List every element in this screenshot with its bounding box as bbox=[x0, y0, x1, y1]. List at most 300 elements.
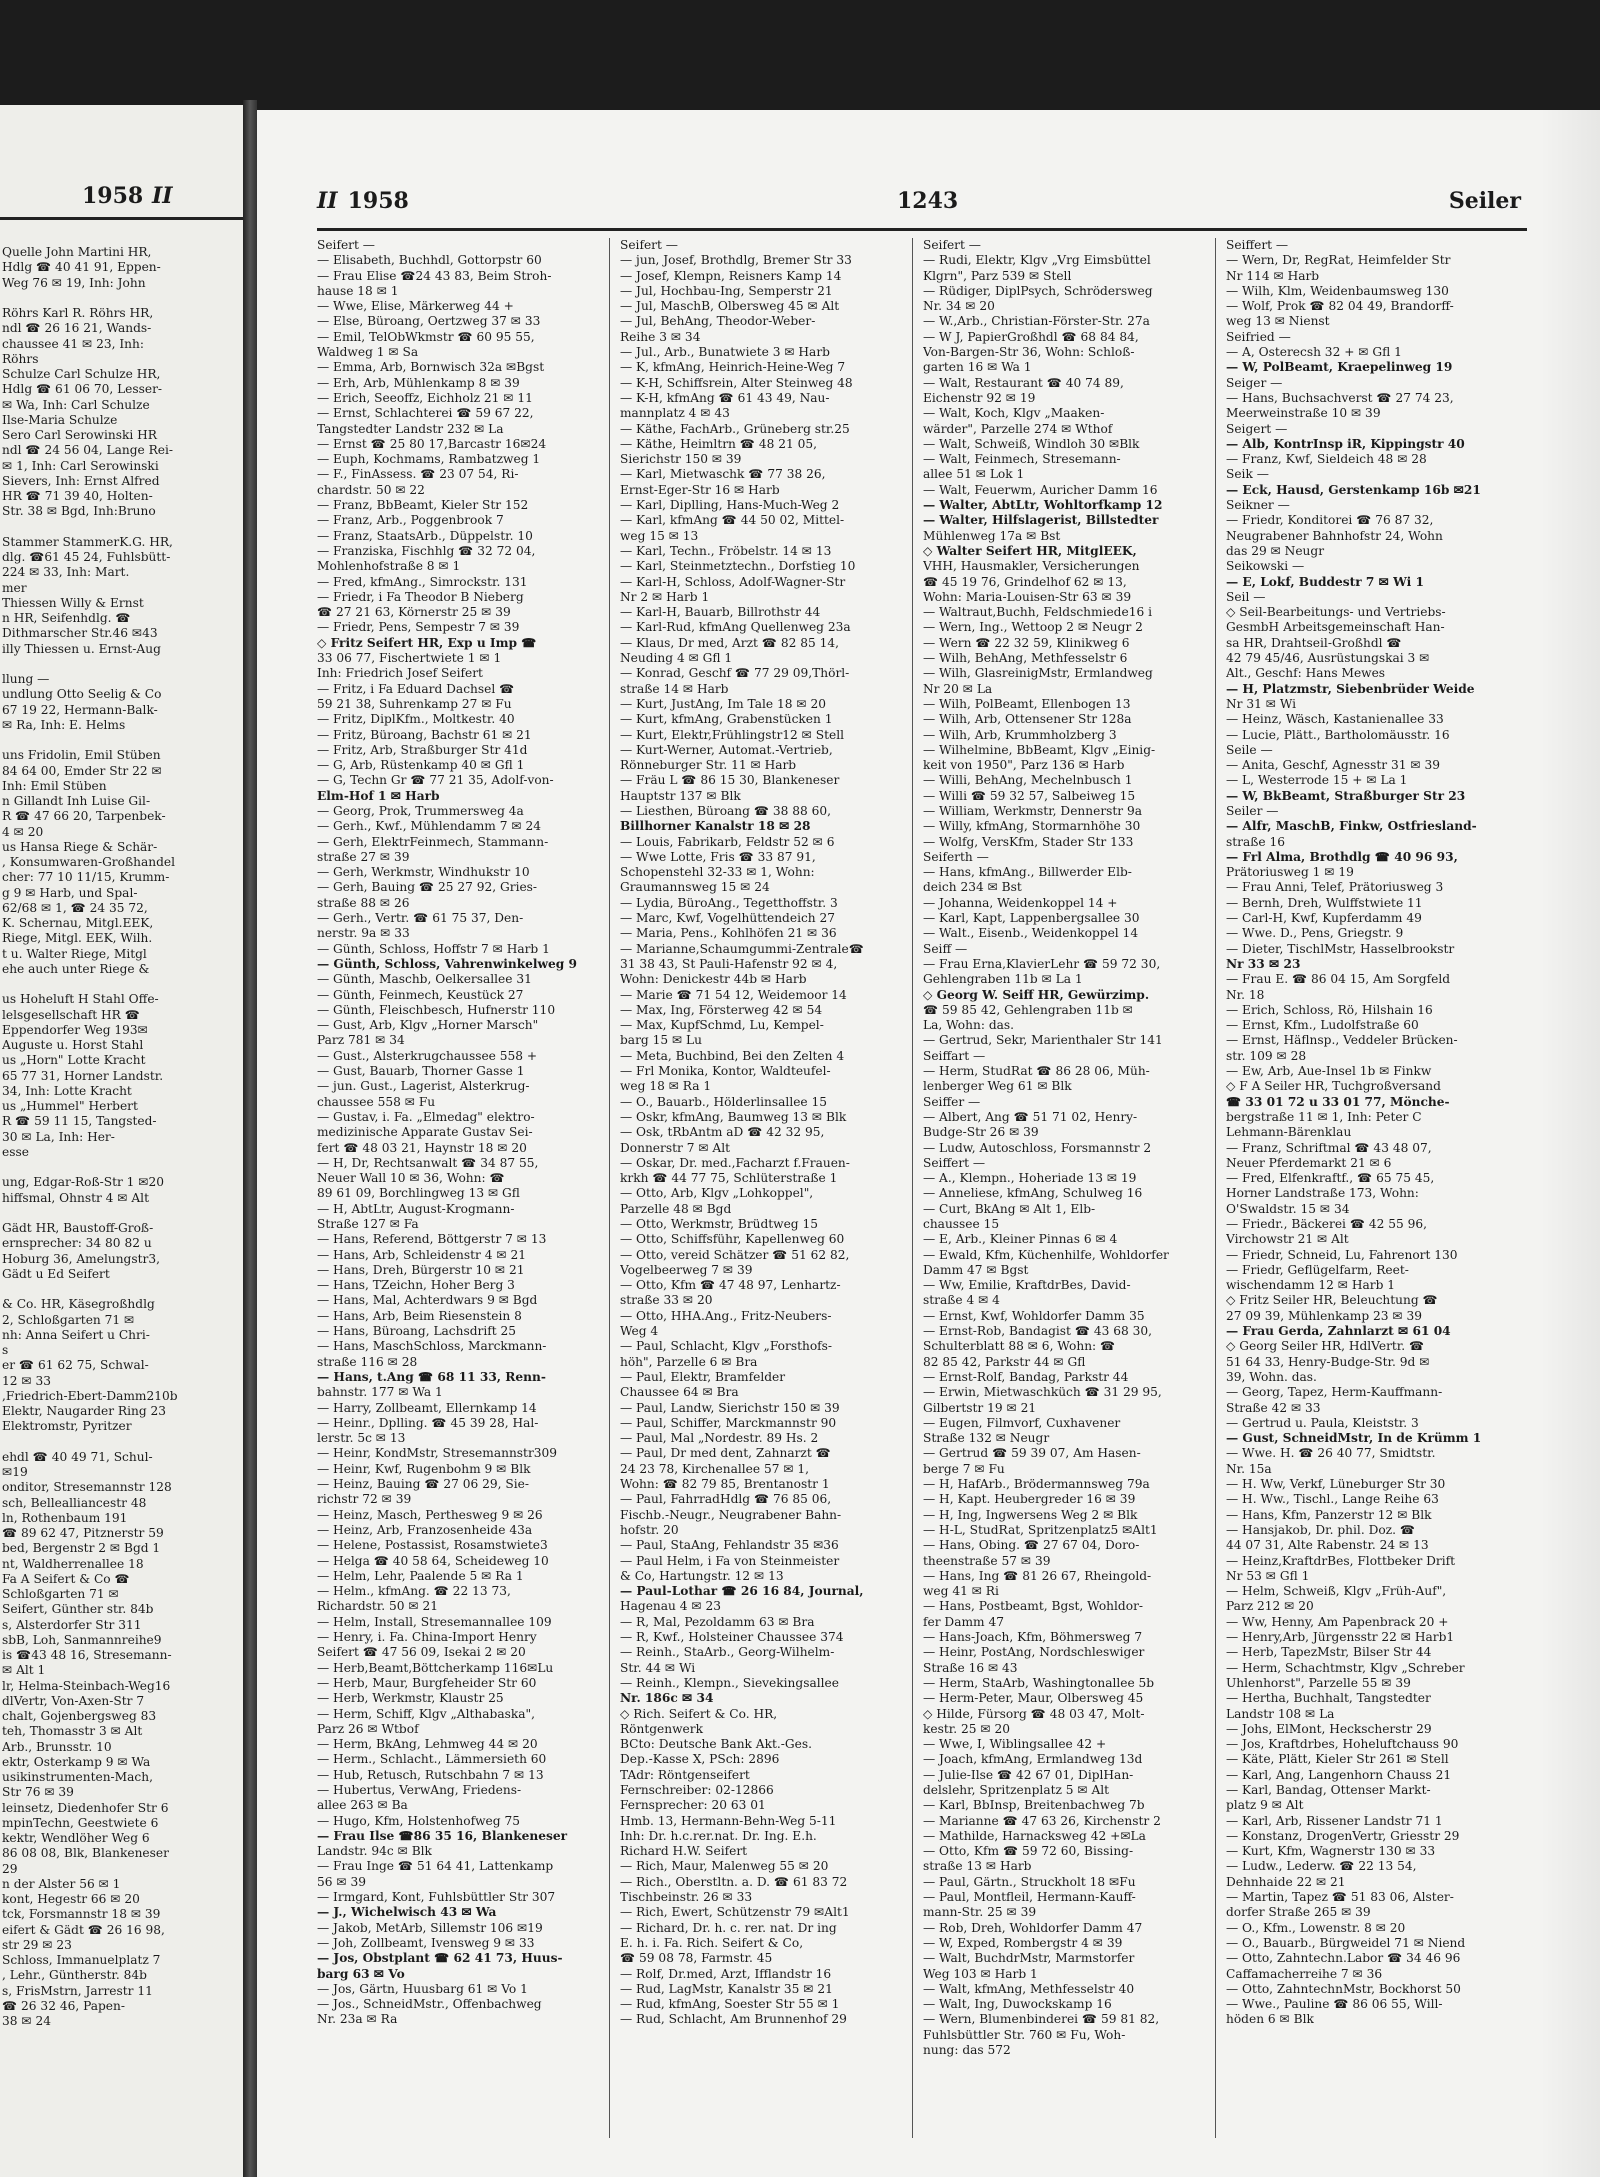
directory-entry-line: — Karl, Techn., Fröbelstr. 14 ✉ 13 bbox=[620, 543, 832, 558]
directory-entry-line: — Wilhelmine, BbBeamt, Klgv „Einig- bbox=[923, 742, 1156, 757]
directory-entry-line: 27 09 39, Mühlenkamp 23 ✉ 39 bbox=[1226, 1308, 1423, 1323]
left-page-entry-line: ernsprecher: 34 80 82 u bbox=[2, 1236, 152, 1251]
directory-entry-line: — Gertrud ☎ 59 39 07, Am Hasen- bbox=[923, 1446, 1141, 1461]
directory-entry-line: — Karl-H, Bauarb, Billrothstr 44 bbox=[620, 605, 821, 620]
directory-entry-line: VHH, Hausmakler, Versicherungen bbox=[923, 559, 1140, 574]
directory-column-3 bbox=[923, 238, 1203, 2158]
directory-entry-line: — Konstanz, DrogenVertr, Griesstr 29 bbox=[1226, 1828, 1460, 1843]
directory-entry-line: — O., Bauarb., Bürgweidel 71 ✉ Niend bbox=[1226, 1935, 1466, 1950]
directory-entry-line: Von-Bargen-Str 36, Wohn: Schloß- bbox=[923, 345, 1135, 360]
directory-entry-line: — Günth, Schloss, Hoffstr 7 ✉ Harb 1 bbox=[317, 941, 550, 956]
directory-entry-line: — Wilh, Arb, Ottensener Str 128a bbox=[923, 712, 1132, 727]
directory-entry-line: — Liesthen, Büroang ☎ 38 88 60, bbox=[620, 803, 832, 818]
left-page-entry-line: undlung Otto Seelig & Co bbox=[2, 687, 162, 702]
directory-entry-line: — Joach, kfmAng, Ermlandweg 13d bbox=[923, 1752, 1143, 1767]
directory-entry-line: — Karl, Ang, Langenhorn Chauss 21 bbox=[1226, 1767, 1452, 1782]
directory-entry-line: deich 234 ✉ Bst bbox=[923, 880, 1022, 895]
directory-entry-line: — Hans, Arb, Beim Riesenstein 8 bbox=[317, 1308, 522, 1323]
left-page-entry-line: Schloßgarten 71 ✉ bbox=[2, 1587, 119, 1601]
directory-entry-line: — Ew, Arb, Aue-Insel 1b ✉ Finkw bbox=[1226, 1064, 1432, 1079]
directory-entry-line: Donnerstr 7 ✉ Alt bbox=[620, 1140, 731, 1155]
directory-entry-line: — Julie-Ilse ☎ 42 67 01, DiplHan- bbox=[923, 1767, 1134, 1782]
left-page-entry-line: us „Hummel" Herbert bbox=[2, 1099, 138, 1113]
directory-entry-line: Fernsprecher: 20 63 01 bbox=[620, 1798, 766, 1813]
directory-entry-line: Straße 42 ✉ 33 bbox=[1226, 1400, 1321, 1415]
directory-entry-line: — Jos, Obstplant ☎ 62 41 73, Huus- bbox=[317, 1951, 563, 1966]
directory-entry-line: Straße 16 ✉ 43 bbox=[923, 1660, 1018, 1675]
directory-entry-line: Hauptstr 137 ✉ Blk bbox=[620, 788, 741, 803]
directory-entry-line: — Alb, KontrInsp iR, Kippingstr 40 bbox=[1226, 436, 1465, 451]
directory-entry-line: Nr 31 ✉ Wi bbox=[1226, 696, 1297, 711]
directory-entry-line: Nr 20 ✉ La bbox=[923, 681, 993, 696]
directory-entry-line: — Günth, Schloss, Vahrenwinkelweg 9 bbox=[317, 956, 578, 971]
directory-entry-line: — Gust, SchneidMstr, In de Krümm 1 bbox=[1226, 1431, 1482, 1446]
directory-entry-line: bahnstr. 177 ✉ Wa 1 bbox=[317, 1385, 443, 1400]
directory-entry-line: — W, Exped, Rombergstr 4 ✉ 39 bbox=[923, 1935, 1123, 1950]
left-page-entry-line: 38 ✉ 24 bbox=[2, 2014, 51, 2028]
left-page-entry-line: nh: Anna Seifert u Chri- bbox=[2, 1327, 150, 1342]
directory-entry-line: — Hans, Buchsachverst ☎ 27 74 23, bbox=[1226, 390, 1454, 405]
directory-entry-line: — Emil, TelObWkmstr ☎ 60 95 55, bbox=[317, 329, 535, 344]
directory-entry-line: — Walt, BuchdrMstr, Marmstorfer bbox=[923, 1951, 1135, 1966]
left-page-entry-line: ,Friedrich-Ebert-Damm210b bbox=[2, 1388, 178, 1403]
left-page-entry-line: R ☎ 47 66 20, Tarpenbek- bbox=[2, 809, 166, 824]
left-page-entry-line: , Lehr., Güntherstr. 84b bbox=[2, 1968, 147, 1983]
directory-entry-line: — Helm, Install, Stresemannallee 109 bbox=[317, 1614, 552, 1629]
left-page-entry-line: tck, Forsmannstr 18 ✉ 39 bbox=[2, 1907, 161, 1922]
directory-entry-line: Uhlenhorst", Parzelle 55 ✉ 39 bbox=[1226, 1675, 1411, 1690]
directory-entry-line: Seil — bbox=[1226, 589, 1266, 604]
directory-entry-line: allee 263 ✉ Ba bbox=[317, 1798, 408, 1813]
directory-entry-line: — Jos., SchneidMstr., Offenbachweg bbox=[317, 1997, 542, 2012]
directory-entry-line: — H. Ww., Tischl., Lange Reihe 63 bbox=[1226, 1492, 1439, 1507]
directory-entry-line: — Meta, Buchbind, Bei den Zelten 4 bbox=[620, 1048, 845, 1063]
directory-entry-line: — Fred, kfmAng., Simrockstr. 131 bbox=[317, 574, 528, 589]
directory-entry-line: höh", Parzelle 6 ✉ Bra bbox=[620, 1354, 758, 1369]
directory-entry-line: — Albert, Ang ☎ 51 71 02, Henry- bbox=[923, 1109, 1138, 1124]
directory-entry-line: — Gertrud, Sekr, Marienthaler Str 141 bbox=[923, 1033, 1163, 1048]
directory-entry-line: — Paul, Dr med dent, Zahnarzt ☎ bbox=[620, 1446, 831, 1461]
left-page-entry-line: mer bbox=[2, 580, 27, 595]
directory-entry-line: — Hugo, Kfm, Holstenhofweg 75 bbox=[317, 1813, 520, 1828]
directory-entry-line: — Frl Monika, Kontor, Waldteufel- bbox=[620, 1064, 831, 1079]
directory-entry-line: ☎ 33 01 72 u 33 01 77, Mönche- bbox=[1226, 1094, 1450, 1109]
directory-entry-line: — Fritz, Büroang, Bachstr 61 ✉ 21 bbox=[317, 727, 532, 742]
directory-entry-line: — Karl, Bandag, Ottenser Markt- bbox=[1226, 1782, 1431, 1797]
directory-entry-line: BCto: Deutsche Bank Akt.-Ges. bbox=[620, 1737, 812, 1752]
directory-entry-line: Caffamacherreihe 7 ✉ 36 bbox=[1226, 1966, 1383, 1981]
left-page-entry-line: Sero Carl Serowinski HR bbox=[2, 428, 157, 442]
header-year: 1958 bbox=[347, 188, 409, 214]
directory-entry-line: hause 18 ✉ 1 bbox=[317, 283, 399, 298]
directory-entry-line: chaussee 558 ✉ Fu bbox=[317, 1094, 436, 1109]
directory-entry-line: — Willi, BehAng, Mechelnbusch 1 bbox=[923, 773, 1133, 788]
directory-entry-line: — Gustav, i. Fa. „Elmedag" elektro- bbox=[317, 1109, 535, 1124]
left-page-entry-line: Gädt u Ed Seifert bbox=[2, 1266, 110, 1281]
left-page-entry-line: Stammer StammerK.G. HR, bbox=[2, 534, 173, 549]
directory-entry-line: — Reinh., StaArb., Georg-Wilhelm- bbox=[620, 1645, 835, 1660]
left-page-entry-line: chaussee 41 ✉ 23, Inh: bbox=[2, 336, 144, 351]
directory-entry-line: Straße 127 ✉ Fa bbox=[317, 1217, 419, 1231]
directory-entry-line: — Elisabeth, Buchhdl, Gottorpstr 60 bbox=[317, 253, 542, 268]
left-page-entry-line: 2, Schloßgarten 71 ✉ bbox=[2, 1312, 135, 1327]
left-page-entry-line: chalt, Gojenbergsweg 83 bbox=[2, 1709, 157, 1723]
left-page-entry-line: s bbox=[2, 1343, 9, 1357]
directory-entry-line: — Friedr, Geflügelfarm, Reet- bbox=[1226, 1262, 1409, 1277]
left-page-entry-line bbox=[2, 733, 238, 748]
directory-entry-line: — Heinr, PostAng, Nordschleswiger bbox=[923, 1645, 1145, 1660]
directory-entry-line: 31 38 43, St Pauli-Hafenstr 92 ✉ 4, bbox=[620, 956, 838, 971]
left-page-entry-line: n der Alster 56 ✉ 1 bbox=[2, 1876, 121, 1891]
left-page-entry-line: usikinstrumenten-Mach, bbox=[2, 1770, 153, 1784]
directory-entry-line: — Rudi, Elektr, Klgv „Vrg Eimsbüttel bbox=[923, 253, 1151, 268]
directory-entry-line: — Richard, Dr. h. c. rer. nat. Dr ing bbox=[620, 1920, 837, 1935]
directory-entry-line: Fernschreiber: 02-12866 bbox=[620, 1782, 774, 1797]
directory-entry-line: — H, HafArb., Brödermannsweg 79a bbox=[923, 1477, 1150, 1492]
left-page-entry-line bbox=[2, 977, 238, 992]
directory-entry-line: Budge-Str 26 ✉ 39 bbox=[923, 1125, 1039, 1140]
directory-entry-line: — H, Ing, Ingwersens Weg 2 ✉ Blk bbox=[923, 1507, 1138, 1522]
directory-entry-line: — Hans, TZeichn, Hoher Berg 3 bbox=[317, 1278, 515, 1293]
directory-entry-line: — Karl, Steinmetztechn., Dorfstieg 10 bbox=[620, 559, 856, 574]
left-page-entry-line: Fa A Seifert & Co ☎ bbox=[2, 1571, 130, 1586]
directory-entry-line: Schulterblatt 88 ✉ 6, Wohn: ☎ bbox=[923, 1339, 1116, 1354]
left-page-header bbox=[0, 175, 243, 220]
directory-entry-line: — Irmgard, Kont, Fuhlsbüttler Str 307 bbox=[317, 1890, 556, 1905]
directory-entry-line: ◇ Georg W. Seiff HR, Gewürzimp. bbox=[923, 987, 1150, 1002]
left-page-entry-line: Röhrs bbox=[2, 351, 39, 366]
directory-entry-line: — Karl, BbInsp, Breitenbachweg 7b bbox=[923, 1798, 1145, 1813]
directory-entry-line: barg 15 ✉ Lu bbox=[620, 1033, 702, 1048]
directory-entry-line: — W, PolBeamt, Kraepelinweg 19 bbox=[1226, 360, 1453, 375]
directory-entry-line: — Willy, kfmAng, Stormarnhöhe 30 bbox=[923, 819, 1141, 834]
directory-entry-line: lenberger Weg 61 ✉ Blk bbox=[923, 1079, 1072, 1094]
directory-entry-line: Horner Landstraße 173, Wohn: bbox=[1226, 1186, 1419, 1201]
left-page-entry-line: Ilse-Maria Schulze bbox=[2, 412, 118, 427]
directory-entry-line: — Herb, Werkmstr, Klaustr 25 bbox=[317, 1691, 504, 1706]
directory-entry-line: Tischbeinstr. 26 ✉ 33 bbox=[620, 1890, 753, 1905]
directory-entry-line: — Walt, Restaurant ☎ 40 74 89, bbox=[923, 375, 1124, 390]
directory-entry-line: chardstr. 50 ✉ 22 bbox=[317, 482, 425, 497]
directory-entry-line: — Max, KupfSchmd, Lu, Kempel- bbox=[620, 1018, 824, 1033]
directory-entry-line: — Otto, Kfm ☎ 59 72 60, Bissing- bbox=[923, 1844, 1134, 1859]
directory-entry-line: — Fritz, Arb, Straßburger Str 41d bbox=[317, 742, 528, 757]
directory-entry-line: — Frau E. ☎ 86 04 15, Am Sorgfeld bbox=[1226, 972, 1451, 987]
directory-entry-line: — Maria, Pens., Kohlhöfen 21 ✉ 36 bbox=[620, 926, 837, 941]
directory-entry-line: Mohlenhofstraße 8 ✉ 1 bbox=[317, 559, 461, 574]
left-page-entry-line: ✉ 1, Inh: Carl Serowinski bbox=[2, 458, 159, 473]
directory-entry-line: — Carl-H, Kwf, Kupferdamm 49 bbox=[1226, 911, 1422, 926]
directory-entry-line: 44 07 31, Alte Rabenstr. 24 ✉ 13 bbox=[1226, 1538, 1429, 1553]
directory-entry-line: wischendamm 12 ✉ Harb 1 bbox=[1226, 1278, 1395, 1293]
directory-entry-line: — H, AbtLtr, August-Krogmann- bbox=[317, 1201, 515, 1216]
directory-entry-line: straße 4 ✉ 4 bbox=[923, 1293, 1000, 1308]
directory-entry-line: fert ☎ 48 03 21, Haynstr 18 ✉ 20 bbox=[317, 1140, 527, 1155]
directory-entry-line: bergstraße 11 ✉ 1, Inh: Peter C bbox=[1226, 1109, 1422, 1124]
directory-entry-line: — Kurt, Elektr,Frühlingstr12 ✉ Stell bbox=[620, 727, 844, 742]
directory-entry-line: medizinische Apparate Gustav Sei- bbox=[317, 1125, 533, 1140]
directory-entry-line: — Gertrud u. Paula, Kleiststr. 3 bbox=[1226, 1415, 1419, 1430]
directory-entry-line: weg 13 ✉ Nienst bbox=[1226, 314, 1330, 329]
left-page-entry-line: Arb., Brunsstr. 10 bbox=[2, 1739, 112, 1754]
directory-entry-line: — William, Werkmstr, Dennerstr 9a bbox=[923, 803, 1143, 818]
directory-entry-line: Seiferth — bbox=[923, 849, 989, 864]
directory-entry-line: Nr. 15a bbox=[1226, 1461, 1272, 1476]
directory-entry-line: — Paul, FahrradHdlg ☎ 76 85 06, bbox=[620, 1492, 832, 1507]
directory-entry-line: — Erich, Seeoffz, Eichholz 21 ✉ 11 bbox=[317, 390, 533, 405]
directory-entry-line: straße 27 ✉ 39 bbox=[317, 849, 410, 864]
left-page-entry-line: 34, Inh: Lotte Kracht bbox=[2, 1083, 132, 1098]
left-page-entry-line: ✉ Ra, Inh: E. Helms bbox=[2, 717, 126, 732]
directory-entry-line: Neuer Pferdemarkt 21 ✉ 6 bbox=[1226, 1155, 1392, 1170]
directory-entry-line: — Herb,Beamt,Böttcherkamp 116✉Lu bbox=[317, 1660, 554, 1675]
directory-entry-line: — Heinz, Masch, Perthesweg 9 ✉ 26 bbox=[317, 1507, 543, 1522]
directory-entry-line: — Herm, Schiff, Klgv „Althabaska", bbox=[317, 1706, 535, 1721]
directory-entry-line: — Rud, kfmAng, Soester Str 55 ✉ 1 bbox=[620, 1997, 840, 2012]
directory-entry-line: — Marianne,Schaumgummi-Zentrale☎ bbox=[620, 941, 864, 956]
directory-column-4 bbox=[1226, 238, 1522, 2158]
left-page-entry-line: us Hoheluft H Stahl Offe- bbox=[2, 992, 159, 1007]
directory-entry-line: nung: das 572 bbox=[923, 2043, 1011, 2058]
directory-entry-line: — Curt, BkAng ✉ Alt 1, Elb- bbox=[923, 1201, 1096, 1216]
directory-entry-line: — Helm., kfmAng. ☎ 22 13 73, bbox=[317, 1584, 511, 1599]
directory-entry-line: Weg 103 ✉ Harb 1 bbox=[923, 1966, 1038, 1981]
directory-entry-line: — Rob, Dreh, Wohldorfer Damm 47 bbox=[923, 1920, 1143, 1935]
left-page-entry-line: llung — bbox=[2, 672, 50, 686]
directory-entry-line: — Käthe, FachArb., Grüneberg str.25 bbox=[620, 421, 850, 436]
directory-entry-line: — Jul, MaschB, Olbersweg 45 ✉ Alt bbox=[620, 299, 840, 314]
directory-entry-line: Parz 781 ✉ 34 bbox=[317, 1033, 405, 1048]
directory-entry-line: Rönneburger Str. 11 ✉ Harb bbox=[620, 758, 797, 773]
left-page-entry-line: 12 ✉ 33 bbox=[2, 1373, 51, 1388]
directory-entry-line: — Else, Büroang, Oertzweg 37 ✉ 33 bbox=[317, 314, 541, 329]
directory-entry-line: Seik — bbox=[1226, 467, 1269, 482]
directory-entry-line: & Co, Hartungstr. 12 ✉ 13 bbox=[620, 1568, 784, 1583]
directory-entry-line: — Kurt, JustAng, Im Tale 18 ✉ 20 bbox=[620, 696, 826, 711]
directory-entry-line: Wohn: Maria-Louisen-Str 63 ✉ 39 bbox=[923, 589, 1132, 604]
directory-entry-line: E. h. i. Fa. Rich. Seifert & Co, bbox=[620, 1935, 804, 1950]
left-page-entry-line: Eppendorfer Weg 193✉ bbox=[2, 1022, 148, 1037]
left-page-entry-line: ☎ 26 32 46, Papen- bbox=[2, 1998, 125, 2013]
directory-entry-line: berge 7 ✉ Fu bbox=[923, 1461, 1005, 1476]
left-page-entry-line: ehdl ☎ 40 49 71, Schul- bbox=[2, 1449, 153, 1464]
directory-entry-line: — Walt, Schweiß, Windloh 30 ✉Blk bbox=[923, 436, 1140, 451]
directory-entry-line: Lehmann-Bärenklau bbox=[1226, 1125, 1352, 1140]
directory-entry-line: — Frau Ilse ☎86 35 16, Blankeneser bbox=[317, 1828, 568, 1843]
directory-entry-line: — Gust, Arb, Klgv „Horner Marsch" bbox=[317, 1018, 539, 1033]
left-page-entry-line: , Konsumwaren-Großhandel bbox=[2, 855, 175, 869]
directory-entry-line: — Max, Ing, Försterweg 42 ✉ 54 bbox=[620, 1002, 823, 1017]
directory-entry-line: ◇ Fritz Seifert HR, Exp u Imp ☎ bbox=[317, 635, 537, 650]
left-page-entry-line: Inh: Emil Stüben bbox=[2, 778, 107, 793]
directory-entry-line: ◇ Walter Seifert HR, MitglEEK, bbox=[923, 543, 1137, 558]
directory-entry-line: — Jul, Hochbau-Ing, Semperstr 21 bbox=[620, 283, 833, 298]
directory-entry-line: nerstr. 9a ✉ 33 bbox=[317, 926, 410, 941]
directory-entry-line: ☎ 59 08 78, Farmstr. 45 bbox=[620, 1951, 773, 1966]
left-page-entry-line: teh, Thomasstr 3 ✉ Alt bbox=[2, 1724, 143, 1739]
directory-entry-line: — Wwe. H. ☎ 26 40 77, Smidtstr. bbox=[1226, 1446, 1436, 1461]
left-page-entry-line bbox=[2, 520, 238, 535]
left-page-entry-line: us Hansa Riege & Schär- bbox=[2, 839, 158, 854]
directory-entry-line: — Gerh, ElektrFeinmech, Stammann- bbox=[317, 834, 549, 849]
directory-entry-line: Hagenau 4 ✉ 23 bbox=[620, 1599, 721, 1614]
directory-entry-line: — Hansjakob, Dr. phil. Doz. ☎ bbox=[1226, 1522, 1416, 1537]
directory-entry-line: krkh ☎ 44 77 75, Schlüterstraße 1 bbox=[620, 1171, 838, 1186]
directory-entry-line: — Herm-Peter, Maur, Olbersweg 45 bbox=[923, 1691, 1144, 1706]
directory-entry-line: — G, Arb, Rüstenkamp 40 ✉ Gfl 1 bbox=[317, 758, 525, 773]
directory-entry-line: — Käte, Plätt, Kieler Str 261 ✉ Stell bbox=[1226, 1752, 1449, 1767]
directory-entry-line: — Wern, Ing., Wettoop 2 ✉ Neugr 2 bbox=[923, 620, 1143, 635]
directory-entry-line: — H, Kapt. Heubergreder 16 ✉ 39 bbox=[923, 1492, 1136, 1507]
directory-entry-line: — Marianne ☎ 47 63 26, Kirchenstr 2 bbox=[923, 1813, 1161, 1828]
directory-entry-line: garten 16 ✉ Wa 1 bbox=[923, 360, 1032, 375]
left-page-entry-line: Sievers, Inh: Ernst Alfred bbox=[2, 473, 160, 488]
directory-entry-line: — Erh, Arb, Mühlenkamp 8 ✉ 39 bbox=[317, 375, 520, 390]
directory-entry-line: — Herm, Schachtmstr, Klgv „Schreber bbox=[1226, 1660, 1465, 1675]
left-page-entry-line: Str 76 ✉ 39 bbox=[2, 1785, 74, 1800]
directory-entry-line: — Heinz, Arb, Franzosenheide 43a bbox=[317, 1522, 533, 1537]
directory-entry-line: Chaussee 64 ✉ Bra bbox=[620, 1385, 739, 1400]
directory-entry-line: — Hub, Retusch, Rutschbahn 7 ✉ 13 bbox=[317, 1767, 544, 1782]
left-page-entry-line: str 29 ✉ 23 bbox=[2, 1937, 72, 1952]
directory-entry-line: — Klaus, Dr med, Arzt ☎ 82 85 14, bbox=[620, 635, 839, 650]
directory-entry-line: — Wolf, Prok ☎ 82 04 49, Brandorff- bbox=[1226, 299, 1454, 314]
directory-entry-line: ◇ Rich. Seifert & Co. HR, bbox=[620, 1706, 778, 1721]
left-page-entry-line: 62/68 ✉ 1, ☎ 24 35 72, bbox=[2, 900, 148, 915]
directory-entry-line: chaussee 15 bbox=[923, 1217, 1000, 1231]
directory-entry-line: — Karl, Kapt, Lappenbergsallee 30 bbox=[923, 911, 1140, 926]
left-page-entry-line: ✉ Wa, Inh: Carl Schulze bbox=[2, 397, 150, 412]
left-page-entry-line: ✉ Alt 1 bbox=[2, 1663, 46, 1678]
directory-entry-line: kestr. 25 ✉ 20 bbox=[923, 1721, 1010, 1736]
directory-entry-line: — Hans, kfmAng., Billwerder Elb- bbox=[923, 865, 1132, 880]
directory-entry-line: — H, Dr, Rechtsanwalt ☎ 34 87 55, bbox=[317, 1155, 539, 1170]
directory-entry-line: — Gerh., Kwf., Mühlendamm 7 ✉ 24 bbox=[317, 819, 541, 834]
directory-column-2 bbox=[620, 238, 900, 2158]
directory-entry-line: — Franz, BbBeamt, Kieler Str 152 bbox=[317, 498, 529, 513]
directory-entry-line: — Franz, Schriftmal ☎ 43 48 07, bbox=[1226, 1140, 1432, 1155]
left-page-entry-line: Dithmarscher Str.46 ✉43 bbox=[2, 626, 158, 641]
directory-entry-line: Gehlengraben 11b ✉ La 1 bbox=[923, 972, 1083, 987]
directory-entry-line: — Paul-Lothar ☎ 26 16 84, Journal, bbox=[620, 1584, 864, 1599]
directory-entry-line: — Herb, Maur, Burgfeheider Str 60 bbox=[317, 1675, 537, 1690]
directory-entry-line: — O., Bauarb., Hölderlinsallee 15 bbox=[620, 1094, 828, 1109]
left-page-entry-line: sch, Bellealliancestr 48 bbox=[2, 1495, 147, 1510]
directory-entry-line: Seifried — bbox=[1226, 329, 1291, 344]
left-page-entry-line: R ☎ 59 11 15, Tangsted- bbox=[2, 1114, 157, 1129]
directory-entry-line: straße 13 ✉ Harb bbox=[923, 1859, 1032, 1874]
left-page-entry-line: us „Horn" Lotte Kracht bbox=[2, 1053, 146, 1068]
directory-entry-line: weg 41 ✉ Ri bbox=[923, 1584, 999, 1599]
directory-entry-line: — Walter, Hilfslagerist, Billstedter bbox=[923, 513, 1159, 528]
directory-entry-line: Seikowski — bbox=[1226, 559, 1305, 574]
directory-entry-line: Seiler — bbox=[1226, 803, 1279, 818]
left-page-entry-line: 30 ✉ La, Inh: Her- bbox=[2, 1129, 115, 1144]
directory-entry-line: — K, kfmAng, Heinrich-Heine-Weg 7 bbox=[620, 360, 846, 375]
directory-entry-line: — Eck, Hausd, Gerstenkamp 16b ✉21 bbox=[1226, 482, 1481, 497]
directory-entry-line: GesmbH Arbeitsgemeinschaft Han- bbox=[1226, 620, 1445, 635]
left-page-entry-line: esse bbox=[2, 1144, 29, 1159]
directory-entry-line: — Emma, Arb, Bornwisch 32a ✉Bgst bbox=[317, 360, 545, 375]
directory-entry-line: Wohn: Denickestr 44b ✉ Harb bbox=[620, 972, 807, 987]
directory-entry-line: — Hans, Kfm, Panzerstr 12 ✉ Blk bbox=[1226, 1507, 1432, 1522]
directory-entry-line: 89 61 09, Borchlingweg 13 ✉ Gfl bbox=[317, 1186, 520, 1201]
directory-entry-line: Fischb.-Neugr., Neugrabener Bahn- bbox=[620, 1507, 842, 1522]
directory-entry-line: mannplatz 4 ✉ 43 bbox=[620, 406, 730, 421]
directory-entry-line: — Harry, Zollbeamt, Ellernkamp 14 bbox=[317, 1400, 537, 1415]
left-page-entry-line: Riege, Mitgl. EEK, Wilh. bbox=[2, 931, 153, 946]
directory-entry-line: 33 06 77, Fischertwiete 1 ✉ 1 bbox=[317, 651, 502, 666]
directory-entry-line: 39, Wohn. das. bbox=[1226, 1369, 1317, 1384]
directory-entry-line: Vogelbeerweg 7 ✉ 39 bbox=[620, 1262, 753, 1277]
directory-entry-line: ☎ 45 19 76, Grindelhof 62 ✉ 13, bbox=[923, 574, 1127, 589]
directory-entry-line: — Ernst, Kwf, Wohldorfer Damm 35 bbox=[923, 1308, 1145, 1323]
directory-entry-line: — K-H, kfmAng ☎ 61 43 49, Nau- bbox=[620, 390, 830, 405]
left-page-entry-line: ehe auch unter Riege & bbox=[2, 961, 150, 976]
directory-entry-line: — Otto, Kfm ☎ 47 48 97, Lenhartz- bbox=[620, 1278, 841, 1293]
directory-entry-line: — Gerh, Bauing ☎ 25 27 92, Gries- bbox=[317, 880, 538, 895]
directory-entry-line: — Marc, Kwf, Vogelhüttendeich 27 bbox=[620, 911, 836, 926]
directory-entry-line: — Karl, kfmAng ☎ 44 50 02, Mittel- bbox=[620, 513, 845, 528]
left-page-entry-line: hiffsmal, Ohnstr 4 ✉ Alt bbox=[2, 1190, 149, 1205]
directory-entry-line: Seiffer — bbox=[923, 1094, 981, 1109]
directory-entry-line: — R, Kwf., Holsteiner Chaussee 374 bbox=[620, 1630, 844, 1645]
directory-entry-line: — H. Ww, Verkf, Lüneburger Str 30 bbox=[1226, 1477, 1446, 1492]
directory-entry-line: — Lucie, Plätt., Bartholomäusstr. 16 bbox=[1226, 727, 1450, 742]
left-page-entry-line: lr, Helma-Steinbach-Weg16 bbox=[2, 1678, 171, 1693]
directory-entry-line: straße 14 ✉ Harb bbox=[620, 681, 729, 696]
directory-entry-line: — Paul, Gärtn., Struckholt 18 ✉Fu bbox=[923, 1874, 1136, 1889]
directory-entry-line: — Otto, ZahntechnMstr, Bockhorst 50 bbox=[1226, 1981, 1461, 1996]
directory-entry-line: — Wilh, PolBeamt, Ellenbogen 13 bbox=[923, 696, 1131, 711]
column-divider bbox=[609, 238, 610, 2138]
directory-entry-line: Seiger — bbox=[1226, 375, 1283, 390]
directory-entry-line: ◇ F A Seiler HR, Tuchgroßversand bbox=[1226, 1079, 1441, 1094]
directory-entry-line: ◇ Georg Seiler HR, HdlVertr. ☎ bbox=[1226, 1339, 1425, 1354]
left-page-entry-line: & Co. HR, Käsegroßhdlg bbox=[2, 1297, 155, 1312]
directory-entry-line: — Otto, Schiffsführ, Kapellenweg 60 bbox=[620, 1232, 845, 1247]
directory-entry-line: — Walt, kfmAng, Methfesselstr 40 bbox=[923, 1981, 1135, 1996]
directory-entry-line: weg 18 ✉ Ra 1 bbox=[620, 1079, 712, 1094]
directory-entry-line: — Waltraut,Buchh, Feldschmiede16 i bbox=[923, 605, 1152, 620]
directory-entry-line: — Eugen, Filmvorf, Cuxhavener bbox=[923, 1415, 1121, 1430]
directory-entry-line: sa HR, Drahtseil-Großhdl ☎ bbox=[1226, 635, 1402, 650]
left-page-entry-line: mpinTechn, Geestwiete 6 bbox=[2, 1815, 159, 1830]
directory-entry-line: Str. 44 ✉ Wi bbox=[620, 1660, 696, 1675]
left-page-entry-line: Röhrs Karl R. Röhrs HR, bbox=[2, 306, 154, 320]
directory-entry-line: — Jul., Arb., Bunatwiete 3 ✉ Harb bbox=[620, 345, 830, 360]
directory-entry-line: — J., Wichelwisch 43 ✉ Wa bbox=[317, 1905, 497, 1920]
page-number: 1243 bbox=[897, 188, 959, 214]
directory-entry-line: — Gerh, Werkmstr, Windhukstr 10 bbox=[317, 865, 530, 880]
left-page-entry-line: sbB, Loh, Sanmannreihe9 bbox=[2, 1632, 162, 1647]
directory-entry-line: 24 23 78, Kirchenallee 57 ✉ 1, bbox=[620, 1461, 810, 1476]
directory-entry-line: — Walt, Koch, Klgv „Maaken- bbox=[923, 406, 1105, 421]
directory-entry-line: — Günth, Fleischbesch, Hufnerstr 110 bbox=[317, 1002, 556, 1017]
directory-entry-line: — Bernh, Dreh, Wulffstwiete 11 bbox=[1226, 895, 1423, 910]
directory-entry-line: — Walt, Feinmech, Stresemann- bbox=[923, 452, 1121, 467]
directory-entry-line: 59 21 38, Suhrenkamp 27 ✉ Fu bbox=[317, 696, 512, 711]
directory-entry-line: Reihe 3 ✉ 34 bbox=[620, 329, 701, 344]
directory-entry-line: — L, Westerrode 15 + ✉ La 1 bbox=[1226, 773, 1408, 788]
directory-entry-line: — Wwe Lotte, Fris ☎ 33 87 91, bbox=[620, 849, 816, 864]
directory-entry-line: — Ernst-Rob, Bandagist ☎ 43 68 30, bbox=[923, 1324, 1153, 1339]
directory-entry-line: — Herm, BkAng, Lehmweg 44 ✉ 20 bbox=[317, 1737, 538, 1752]
directory-entry-line: — Fred, Elfenkraftf., ☎ 65 75 45, bbox=[1226, 1171, 1435, 1186]
directory-entry-line: — Hans, Obing. ☎ 27 67 04, Doro- bbox=[923, 1538, 1140, 1553]
directory-entry-line: — Friedr, Schneid, Lu, Fahrenort 130 bbox=[1226, 1247, 1458, 1262]
directory-entry-line: — Ernst ☎ 25 80 17,Barcastr 16✉24 bbox=[317, 436, 547, 451]
